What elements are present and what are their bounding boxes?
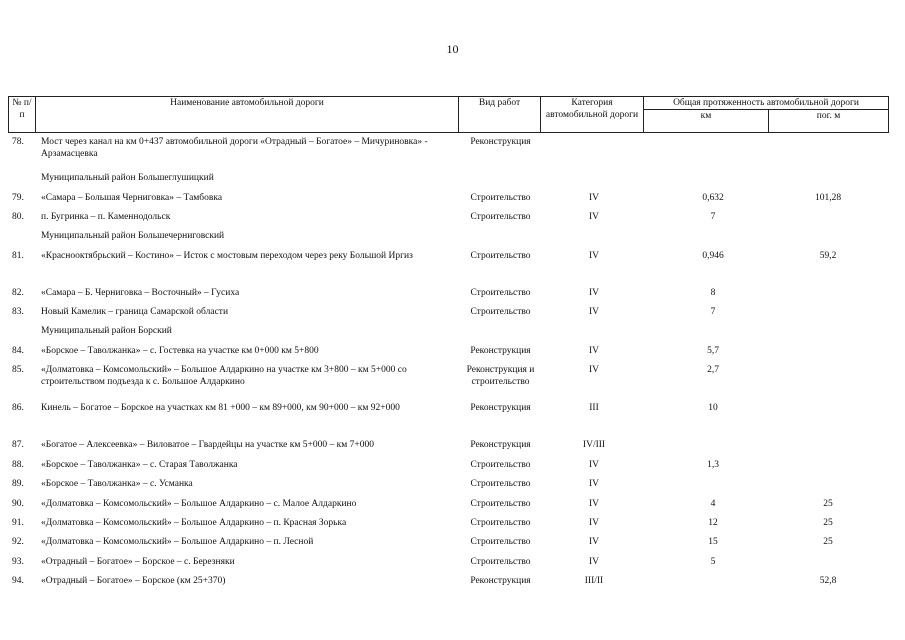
road-name: «Богатое – Алексеевка» – Виловатое – Гвардейцы на участке км 5+000 – км 7+000 (41, 440, 374, 450)
length-km: 7 (710, 307, 716, 317)
row-number: 79. (12, 193, 24, 203)
row-number: 89. (12, 479, 24, 489)
road-name: Кинель – Богатое – Борское на участках км 81 +000 – км 89+000, км 90+000 – км 92+000 (41, 403, 400, 413)
road-category: IV (588, 460, 600, 470)
road-name: «Борское – Таволжанка» – с. Старая Таволжанка (41, 460, 238, 470)
road-category: IV (588, 557, 600, 567)
length-m: 25 (823, 518, 833, 528)
road-category: IV (588, 288, 600, 298)
length-m: 59,2 (819, 251, 837, 261)
work-type: Реконструкция (470, 346, 531, 356)
row-number: 83. (12, 307, 24, 317)
work-type: Строительство (470, 460, 531, 470)
header-name: Наименование автомобильной дороги (36, 97, 459, 133)
road-name: «Краснооктябрьский – Костино» – Исток с мостовым переходом через реку Большой Иргиз (41, 251, 413, 261)
work-type: Строительство (470, 557, 531, 567)
length-km: 4 (710, 499, 716, 509)
row-number: 92. (12, 537, 24, 547)
work-type: Строительство (470, 499, 531, 509)
page-number: 10 (446, 42, 459, 56)
road-category: IV (588, 193, 600, 203)
length-m: 25 (823, 499, 833, 509)
row-number: 82. (12, 288, 24, 298)
work-type: Строительство (470, 307, 531, 317)
row-number: 81. (12, 251, 24, 261)
length-km: 7 (710, 212, 716, 222)
road-name: «Отрадный – Богатое» – Борское (км 25+370) (41, 576, 226, 586)
road-name: «Самара – Б. Черниговка – Восточный» – Гусиха (41, 288, 240, 298)
work-type: Строительство (470, 288, 531, 298)
row-number: 78. (12, 137, 24, 147)
row-number: 94. (12, 576, 24, 586)
road-name: Мост через канал на км 0+437 автомобильной дороги «Отрадный – Богатое» – Мичуриновка» - Арзамасцевка (41, 137, 428, 159)
work-type: Строительство (470, 212, 531, 222)
road-name: «Борское – Таволжанка» – с. Гостевка на участке км 0+000 км 5+800 (41, 346, 319, 356)
row-number: 85. (12, 365, 24, 375)
road-name: п. Бугринка – п. Каменнодольск (41, 212, 171, 222)
road-category: IV (588, 307, 600, 317)
header-category: Категория автомобильной дороги (541, 97, 644, 133)
length-km: 5,7 (707, 346, 719, 356)
road-name: «Долматовка – Комсомольский» – Большое Алдаркино – п. Красная Зорька (41, 518, 347, 528)
header-m: пог. м (769, 110, 889, 133)
length-m: 52,8 (819, 576, 837, 586)
length-km: 12 (708, 518, 718, 528)
road-category: IV (588, 499, 600, 509)
length-km: 0,946 (702, 251, 724, 261)
district-label: Муниципальный район Большечерниговский (41, 231, 225, 241)
work-type: Реконструкция (470, 576, 531, 586)
row-number: 91. (12, 518, 24, 528)
road-name: «Борское – Таволжанка» – с. Усманка (41, 479, 193, 489)
work-type: Строительство (470, 537, 531, 547)
length-m: 25 (823, 537, 833, 547)
row-number: 86. (12, 403, 24, 413)
road-name: «Долматовка – Комсомольский» – Большое Алдаркино – п. Лесной (41, 537, 314, 547)
work-type: Строительство (470, 518, 531, 528)
district-label: Муниципальный район Большеглушицкий (41, 173, 214, 183)
length-km: 1,3 (707, 460, 719, 470)
row-number: 80. (12, 212, 24, 222)
road-category: IV (588, 365, 600, 375)
row-number: 90. (12, 499, 24, 509)
row-number: 88. (12, 460, 24, 470)
length-km: 15 (708, 537, 718, 547)
road-category: III/II (584, 576, 604, 586)
row-number: 87. (12, 440, 24, 450)
road-name: Новый Камелик – граница Самарской области (41, 307, 229, 317)
road-category: IV (588, 212, 600, 222)
row-number: 84. (12, 346, 24, 356)
header-num: № п/п (9, 97, 36, 133)
road-name: «Долматовка – Комсомольский» – Большое Алдаркино на участке км 3+800 – км 5+000 со строительством подъезда к с. Большое Алдаркино (41, 365, 407, 387)
length-km: 2,7 (707, 365, 719, 375)
work-type: Строительство (470, 251, 531, 261)
road-category: IV/III (582, 440, 606, 450)
road-name: «Самара – Большая Черниговка» – Тамбовка (41, 193, 223, 203)
work-type: Строительство (470, 193, 531, 203)
road-category: IV (588, 479, 600, 489)
length-km: 10 (708, 403, 718, 413)
length-km: 0,632 (702, 193, 724, 203)
length-m: 101,28 (814, 193, 842, 203)
length-km: 8 (710, 288, 716, 298)
header-km: км (644, 110, 769, 133)
work-type: Реконструкция (470, 440, 531, 450)
table-header (8, 96, 889, 133)
road-name: «Долматовка – Комсомольский» – Большое Алдаркино – с. Малое Алдаркино (41, 499, 357, 509)
header-length: Общая протяженность автомобильной дороги (644, 97, 889, 110)
road-category: IV (588, 346, 600, 356)
work-type: Реконструкция и строительство (466, 365, 535, 387)
header-work: Вид работ (459, 97, 541, 133)
road-category: IV (588, 518, 600, 528)
length-km: 5 (710, 557, 716, 567)
district-label: Муниципальный район Борский (41, 326, 172, 336)
road-category: IV (588, 251, 600, 261)
row-number: 93. (12, 557, 24, 567)
work-type: Строительство (470, 479, 531, 489)
work-type: Реконструкция (470, 137, 531, 147)
road-category: IV (588, 537, 600, 547)
road-category: III (589, 403, 599, 413)
road-name: «Отрадный – Богатое» – Борское – с. Березняки (41, 557, 235, 567)
work-type: Реконструкция (470, 403, 531, 413)
